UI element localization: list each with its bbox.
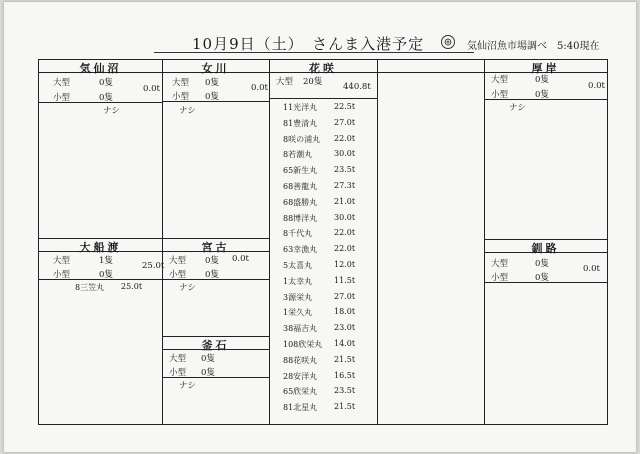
boat-catch: 21.0t [334, 196, 356, 206]
boat-name: 81北星丸 [283, 403, 318, 413]
boat-catch: 11.5t [334, 275, 356, 285]
boat-catch: 22.5t [334, 102, 356, 111]
boat-name: 8三笠丸 [75, 283, 105, 292]
small-label: 小型 [169, 368, 187, 378]
boat-catch: 18.0t [334, 307, 356, 317]
large-label: 大型 [53, 78, 71, 88]
boat-catch: 21.5t [334, 402, 356, 412]
boat-name: 1栄久丸 [283, 308, 313, 318]
boat-catch: 30.0t [334, 212, 356, 222]
boat-name: 8千代丸 [283, 229, 313, 239]
section-header-line [39, 251, 162, 252]
small-label: 小型 [491, 90, 509, 100]
small-count: 0隻 [205, 92, 219, 102]
small-label: 小型 [53, 93, 71, 103]
boat-catch: 21.5t [334, 354, 356, 364]
boat-catch: 22.0t [334, 133, 356, 143]
large-label: 大型 [491, 75, 509, 85]
boat-name: 81豊清丸 [283, 118, 318, 128]
boat-catch: 14.0t [334, 339, 356, 348]
large-count: 0隻 [205, 256, 219, 266]
column-divider [377, 60, 378, 425]
boat-name: 68善龍丸 [283, 182, 318, 191]
small-count: 0隻 [205, 270, 219, 280]
boat-catch: 23.5t [334, 386, 356, 396]
port-name-miyako: 宮古 [201, 241, 230, 254]
section-header-line [484, 252, 607, 253]
boat-catch: 22.0t [334, 244, 356, 254]
small-count: 0隻 [201, 368, 215, 378]
note: ナシ [179, 106, 196, 116]
boat-catch: 23.5t [334, 165, 356, 175]
note: ナシ [509, 103, 526, 113]
large-count: 0隻 [201, 354, 215, 364]
page-title: 10月9日（土） さんま入港予定 [192, 35, 425, 53]
large-label: 大型 [491, 259, 509, 269]
row-line [162, 101, 269, 102]
boat-catch: 23.0t [334, 323, 356, 333]
note: ナシ [179, 283, 196, 293]
small-count: 0隻 [535, 90, 549, 100]
small-count: 0隻 [535, 273, 549, 283]
large-count: 0隻 [205, 78, 219, 88]
boat-name: 28安洋丸 [283, 371, 318, 381]
port-name-kushiro: 釧路 [531, 242, 560, 255]
section-header-line [162, 349, 269, 350]
total-catch: 440.8t [343, 82, 371, 92]
port-name-kamaishi: 釜石 [201, 339, 230, 352]
small-label: 小型 [169, 270, 187, 280]
total-catch: 0.0t [143, 84, 160, 94]
title-underline [154, 52, 474, 53]
boat-catch: 27.0t [334, 291, 356, 301]
row-line [162, 279, 269, 280]
market-seal-icon [441, 35, 455, 49]
boat-name: 63幸漁丸 [283, 245, 318, 255]
document-sheet [4, 2, 636, 452]
boat-catch: 27.3t [334, 181, 356, 190]
note: ナシ [103, 106, 120, 116]
large-count: 1隻 [99, 256, 113, 266]
boat-catch: 30.0t [334, 149, 356, 159]
total-catch: 0.0t [251, 83, 268, 93]
total-catch: 0.0t [588, 81, 605, 91]
port-name-hanasaki: 花咲 [309, 62, 337, 75]
boat-catch: 25.0t [121, 282, 143, 291]
boat-name: 108欣栄丸 [283, 340, 323, 349]
total-catch: 0.0t [232, 254, 249, 264]
section-header-line [162, 251, 269, 252]
boat-catch: 27.0t [334, 117, 356, 127]
large-count: 0隻 [99, 78, 113, 88]
large-label: 大型 [53, 256, 71, 266]
large-label: 大型 [169, 256, 187, 266]
small-count: 0隻 [99, 93, 113, 103]
row-line [484, 282, 607, 283]
boat-name: 3源栄丸 [283, 292, 313, 302]
large-count: 0隻 [535, 75, 549, 85]
boat-name: 65欣栄丸 [283, 387, 318, 397]
boat-name: 11光洋丸 [283, 103, 318, 112]
boat-name: 5太喜丸 [283, 261, 313, 270]
boat-name: 1太幸丸 [283, 276, 313, 286]
large-label: 大型 [172, 78, 190, 88]
boat-name: 88博洋丸 [283, 213, 318, 223]
total-catch: 0.0t [583, 264, 600, 274]
small-label: 小型 [491, 273, 509, 283]
port-name-ofunato: 大船渡 [79, 241, 122, 254]
port-name-atsukishi: 厚岸 [531, 62, 560, 75]
row-line [39, 279, 162, 280]
boat-name: 8若潮丸 [283, 150, 313, 160]
small-count: 0隻 [99, 270, 113, 280]
large-label: 大型 [276, 77, 294, 87]
boat-name: 8咲の浦丸 [283, 134, 321, 144]
large-count: 0隻 [535, 259, 549, 269]
total-catch: 25.0t [142, 261, 165, 271]
landing-table [38, 59, 608, 425]
port-name-onagawa: 女川 [201, 62, 230, 75]
market-status: 気仙沼魚市場調べ 5:40現在 [467, 41, 600, 52]
boat-name: 88花咲丸 [283, 355, 318, 365]
small-label: 小型 [172, 92, 190, 102]
boat-name: 38福吉丸 [283, 324, 318, 334]
boat-catch: 16.5t [334, 370, 356, 380]
boat-catch: 12.0t [334, 260, 356, 269]
boat-name: 68盛勝丸 [283, 197, 318, 207]
row-line [162, 377, 269, 378]
boat-catch: 22.0t [334, 228, 356, 238]
note: ナシ [179, 381, 196, 391]
row-line [484, 99, 607, 100]
port-name-kesennuma: 気仙沼 [79, 62, 122, 75]
large-count: 20隻 [303, 77, 323, 87]
boat-name: 65新生丸 [283, 166, 318, 176]
large-label: 大型 [169, 354, 187, 364]
column-divider [269, 60, 270, 425]
row-line [269, 98, 377, 99]
small-label: 小型 [53, 270, 71, 280]
row-line [39, 102, 162, 103]
